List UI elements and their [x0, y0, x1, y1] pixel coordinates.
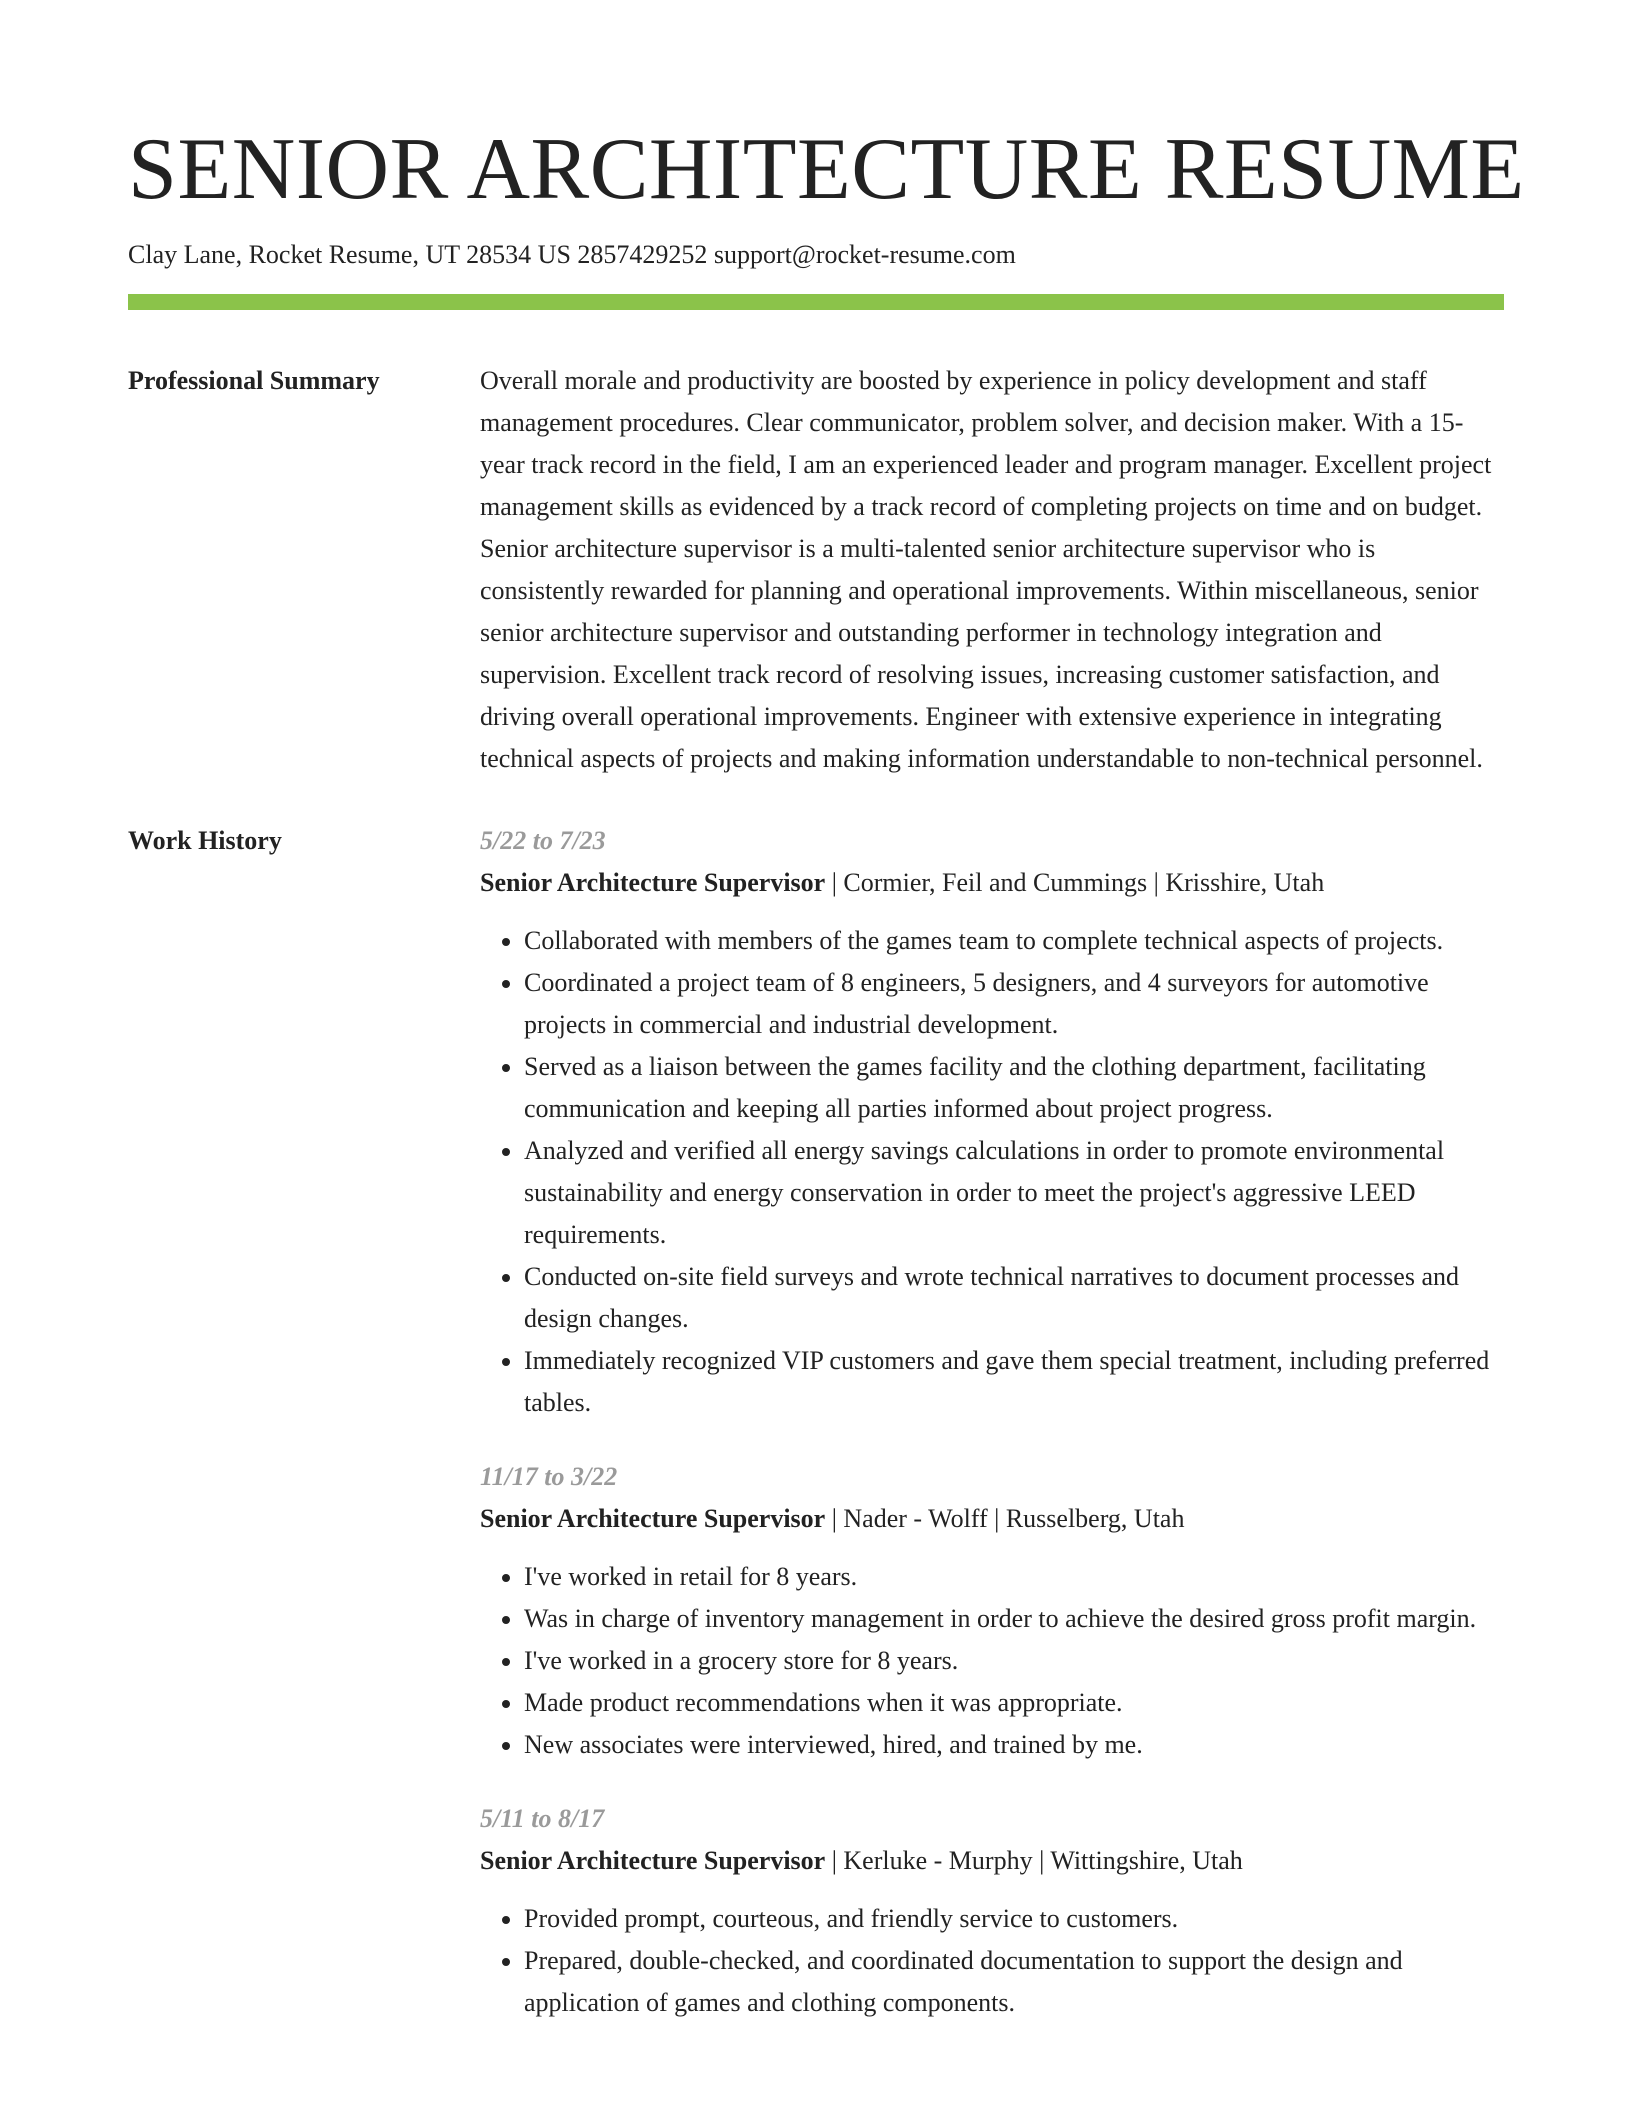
work-history-body [480, 820, 1504, 2024]
contact-line: Clay Lane, Rocket Resume, UT 28534 US 2857429252 support@rocket-resume.com [128, 240, 1016, 269]
job-entry [480, 1798, 1504, 2024]
job-bullet: • Was in charge of inventory management in order to achieve the desired gross profit margin. [524, 1598, 1504, 1640]
accent-divider [128, 294, 1504, 310]
section-label-work-history: Work History [128, 826, 282, 855]
section-label-summary: Professional Summary [128, 366, 380, 395]
job-bullet: • Made product recommendations when it was appropriate. [524, 1682, 1504, 1724]
job-company-location: | Cormier, Feil and Cummings | Krisshire, Utah [825, 868, 1325, 897]
job-bullet: • Collaborated with members of the games team to complete technical aspects of projects. [524, 920, 1504, 962]
job-bullet: • Coordinated a project team of 8 engineers, 5 designers, and 4 surveyors for automotive projects in commercial and industrial development. [524, 962, 1504, 1046]
job-company-location: | Kerluke - Murphy | Wittingshire, Utah [825, 1846, 1243, 1875]
job-bullet: • I've worked in retail for 8 years. [524, 1556, 1504, 1598]
job-title: Senior Architecture Supervisor [480, 868, 826, 897]
job-heading [480, 862, 1504, 904]
job-bullet: • Immediately recognized VIP customers and gave them special treatment, including preferred tables. [524, 1340, 1504, 1424]
resume-page [128, 0, 1525, 2024]
resume-title: SENIOR ARCHITECTURE RESUME [128, 121, 1525, 218]
job-bullet-list [480, 1898, 1504, 2024]
summary-text: Overall morale and productivity are boosted by experience in policy development and staff management procedures. Clear communicator, problem solver, and decision maker. With a 15-year track record in the field, I am an experienced leader and program manager. Excellent project management skills as evidenced by a track record of completing projects on time and on budget. Senior architecture supervisor is a multi-talented senior architecture supervisor who is consistently rewarded for planning and operational improvements. Within miscellaneous, senior senior architecture supervisor and outstanding performer in technology integration and supervision. Excellent track record of resolving issues, increasing customer satisfaction, and driving overall operational improvements. Engineer with extensive experience in integrating technical aspects of projects and making information understandable to non-technical personnel. [480, 366, 1492, 773]
job-bullet: • Analyzed and verified all energy savings calculations in order to promote environmental sustainability and energy conservation in order to meet the project's aggressive LEED requirements. [524, 1130, 1504, 1256]
job-dates: 11/17 to 3/22 [480, 1462, 618, 1491]
job-heading [480, 1840, 1504, 1882]
job-bullet: • Prepared, double-checked, and coordinated documentation to support the design and application of games and clothing components. [524, 1940, 1504, 2024]
job-title: Senior Architecture Supervisor [480, 1504, 826, 1533]
job-company-location: | Nader - Wolff | Russelberg, Utah [825, 1504, 1185, 1533]
job-entry [480, 1456, 1504, 1766]
job-entry [480, 820, 1504, 1424]
job-bullet: • I've worked in a grocery store for 8 years. [524, 1640, 1504, 1682]
job-bullet: • Served as a liaison between the games facility and the clothing department, facilitating communication and keeping all parties informed about project progress. [524, 1046, 1504, 1130]
job-bullet-list [480, 1556, 1504, 1766]
work-history-section [128, 820, 1504, 2024]
job-bullet: • Conducted on-site field surveys and wrote technical narratives to document processes and design changes. [524, 1256, 1504, 1340]
job-title: Senior Architecture Supervisor [480, 1846, 826, 1875]
job-bullet: • Provided prompt, courteous, and friendly service to customers. [524, 1898, 1504, 1940]
professional-summary-section [128, 360, 1504, 780]
job-bullet-list [480, 920, 1504, 1424]
job-bullet: • New associates were interviewed, hired, and trained by me. [524, 1724, 1504, 1766]
job-heading [480, 1498, 1504, 1540]
summary-body [480, 360, 1504, 780]
job-dates: 5/11 to 8/17 [480, 1804, 605, 1833]
job-dates: 5/22 to 7/23 [480, 826, 606, 855]
